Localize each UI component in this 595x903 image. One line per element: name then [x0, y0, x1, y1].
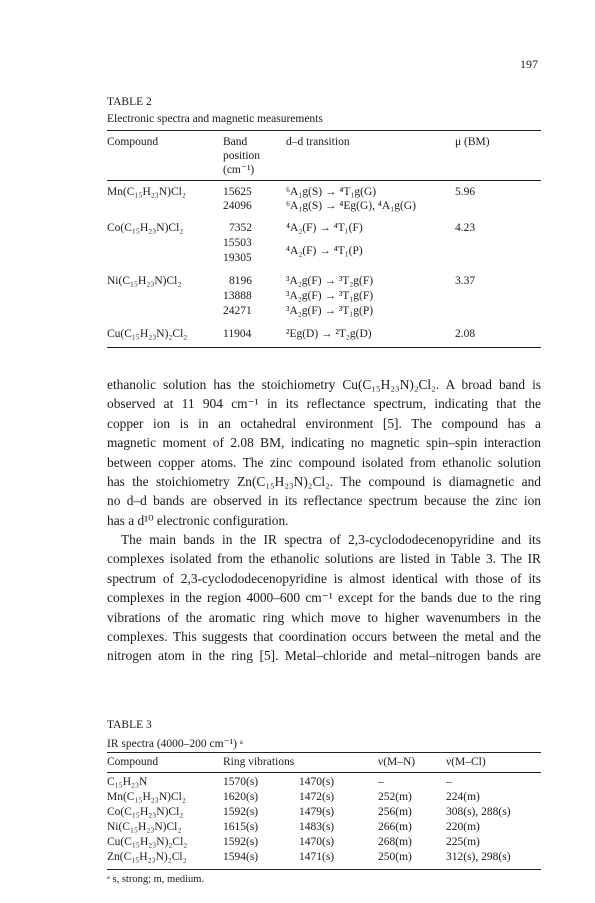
table3-row-compound: Mn(C₁₅H₂₃N)Cl₂	[107, 791, 186, 803]
table2-top-rule	[107, 130, 541, 131]
body-line: spectrum of 2,3-cyclododecenopyridine is almost identical with those of its	[107, 570, 541, 586]
table3-top-rule	[107, 752, 541, 753]
table2-row-band: 8196	[229, 275, 252, 287]
table3-row-compound: Co(C₁₅H₂₃N)Cl₂	[107, 806, 184, 818]
table2-row-transition: ⁴A₂(F) → ⁴T₁(F)	[286, 222, 363, 234]
table3-row-compound: Ni(C₁₅H₂₃N)Cl₂	[107, 821, 182, 833]
table2-header-band-1: Band	[223, 136, 248, 148]
table2-row-band: 7352	[229, 222, 252, 234]
body-line: vibrations of the aromatic ring which move to higher wavenumbers in the	[107, 609, 541, 625]
table2-row-transition: ⁴A₂(F) → ⁴T₁(P)	[286, 245, 363, 257]
table3-row-ring1: 1594(s)	[223, 851, 259, 863]
table3-row-ring2: 1471(s)	[299, 851, 335, 863]
table3-row-ring1: 1570(s)	[223, 776, 259, 788]
body-line: complexes. This suggests that coordination occurs between the metal and the	[107, 628, 541, 644]
table2-row-mu: 3.37	[455, 275, 476, 287]
body-line: observed at 11 904 cm⁻¹ in its reflectance spectrum, indicating that the	[107, 396, 541, 412]
body-line: The main bands in the IR spectra of 2,3-cyclododecenopyridine and its	[121, 532, 541, 547]
table3-row-mn: –	[378, 776, 384, 788]
table2-header-compound: Compound	[107, 136, 159, 148]
table2-row-band: 11904	[223, 328, 252, 340]
table3-row-ring1: 1592(s)	[223, 836, 259, 848]
table2-row-mu: 2.08	[455, 328, 476, 340]
table3-row-mn: 266(m)	[378, 821, 412, 833]
table2-header-rule	[107, 180, 541, 181]
table3-row-mn: 250(m)	[378, 851, 412, 863]
body-line: has a d¹⁰ electronic configuration.	[107, 512, 289, 528]
table2-row-band: 13888	[223, 290, 252, 302]
table3-header-mn: ν(M–N)	[378, 756, 416, 768]
table2-row-transition: ³A₂g(F) → ³T₁g(F)	[286, 290, 374, 302]
table2-label: TABLE 2	[107, 96, 152, 108]
body-line: between copper atoms. The zinc compound isolated from ethanolic solution	[107, 454, 541, 470]
table3-footnote: ᵃ s, strong; m, medium.	[107, 874, 205, 885]
table3-header-mcl: ν(M–Cl)	[446, 756, 486, 768]
table3-row-mn: 268(m)	[378, 836, 412, 848]
table3-row-ring1: 1620(s)	[223, 791, 259, 803]
table3-label: TABLE 3	[107, 719, 152, 731]
table2-row-compound: Mn(C₁₅H₂₃N)Cl₂	[107, 186, 186, 198]
table3-row-mcl: 220(m)	[446, 821, 480, 833]
table2-row-transition: ³A₂g(F) → ³T₁g(P)	[286, 305, 374, 317]
body-line: copper ion is in an octahedral environment [5]. The compound has a	[107, 415, 541, 431]
table2-row-compound: Co(C₁₅H₂₃N)Cl₂	[107, 222, 184, 234]
table3-row-ring2: 1470(s)	[299, 776, 335, 788]
table2-row-transition: ⁶A₁g(S) → ⁴T₁g(G)	[286, 186, 377, 198]
table2-row-band: 15625	[223, 186, 252, 198]
table3-caption: IR spectra (4000–200 cm⁻¹) ᵃ	[107, 738, 243, 750]
table2-row-band: 19305	[223, 252, 252, 264]
table2-row-transition: ³A₂g(F) → ³T₂g(F)	[286, 275, 374, 287]
table3-row-compound: Zn(C₁₅H₂₃N)₂Cl₂	[107, 851, 187, 863]
table3-header-compound: Compound	[107, 756, 159, 768]
body-paragraph-2	[107, 530, 541, 666]
page-number: 197	[520, 57, 538, 71]
body-line: ethanolic solution has the stoichiometry Cu(C₁₅H₂₃N)₂Cl₂. A broad band is	[107, 377, 541, 392]
table3-row-mn: 256(m)	[378, 806, 412, 818]
table2-row-transition: ⁶A₁g(S) → ⁴Eg(G), ⁴A₁g(G)	[286, 200, 416, 212]
table3-row-ring1: 1592(s)	[223, 806, 259, 818]
table3-row-ring1: 1615(s)	[223, 821, 259, 833]
body-line: complexes isolated from the ethanolic solutions are listed in Table 3. The IR	[107, 551, 541, 567]
table3-row-ring2: 1470(s)	[299, 836, 335, 848]
table2-row-band: 24271	[223, 305, 252, 317]
table2-row-compound: Ni(C₁₅H₂₃N)Cl₂	[107, 275, 182, 287]
body-line: has the stoichiometry Zn(C₁₅H₂₃N)₂Cl₂. The compound is diamagnetic and	[107, 473, 541, 489]
table3-row-ring2: 1472(s)	[299, 791, 335, 803]
table2-row-band: 24096	[223, 200, 252, 212]
table3-row-compound: Cu(C₁₅H₂₃N)₂Cl₂	[107, 836, 188, 848]
table2-row-mu: 4.23	[455, 222, 476, 234]
table3-row-mcl: 225(m)	[446, 836, 480, 848]
table3-row-compound: C₁₅H₂₃N	[107, 776, 148, 788]
body-line: nitrogen atom in the ring [5]. Metal–chloride and metal–nitrogen bands are	[107, 648, 541, 664]
table3-row-mn: 252(m)	[378, 791, 412, 803]
body-line: complexes in the region 4000–600 cm⁻¹ except for the bands due to the ring	[107, 590, 541, 606]
table2-row-transition: ²Eg(D) → ²T₂g(D)	[286, 328, 372, 340]
table3-row-mcl: 308(s), 288(s)	[446, 806, 511, 818]
table2-row-mu: 5.96	[455, 186, 476, 198]
body-line: no d–d bands are observed in its reflectance spectrum because the zinc ion	[107, 493, 541, 509]
table2-header-band-2: position	[223, 150, 261, 162]
table3-row-ring2: 1483(s)	[299, 821, 335, 833]
table2-row-band: 15503	[223, 237, 252, 249]
table2-header-band-3: (cm⁻¹)	[223, 164, 255, 176]
table3-row-mcl: 312(s), 298(s)	[446, 851, 511, 863]
table3-header-rule	[107, 772, 541, 773]
table3-row-mcl: 224(m)	[446, 791, 480, 803]
body-paragraph-1	[107, 375, 541, 530]
table2-row-compound: Cu(C₁₅H₂₃N)₂Cl₂	[107, 328, 188, 340]
table3-row-ring2: 1479(s)	[299, 806, 335, 818]
table2-header-mu: μ (BM)	[455, 136, 490, 148]
table3-header-ring: Ring vibrations	[223, 756, 295, 768]
body-line: magnetic moment of 2.08 BM, indicating no magnetic spin–spin interaction	[107, 435, 541, 451]
table2-header-transition: d–d transition	[286, 136, 350, 148]
table3-bottom-rule	[107, 869, 541, 870]
table2-caption: Electronic spectra and magnetic measurements	[107, 113, 323, 125]
table2-bottom-rule	[107, 347, 541, 348]
table3-row-mcl: –	[446, 776, 452, 788]
